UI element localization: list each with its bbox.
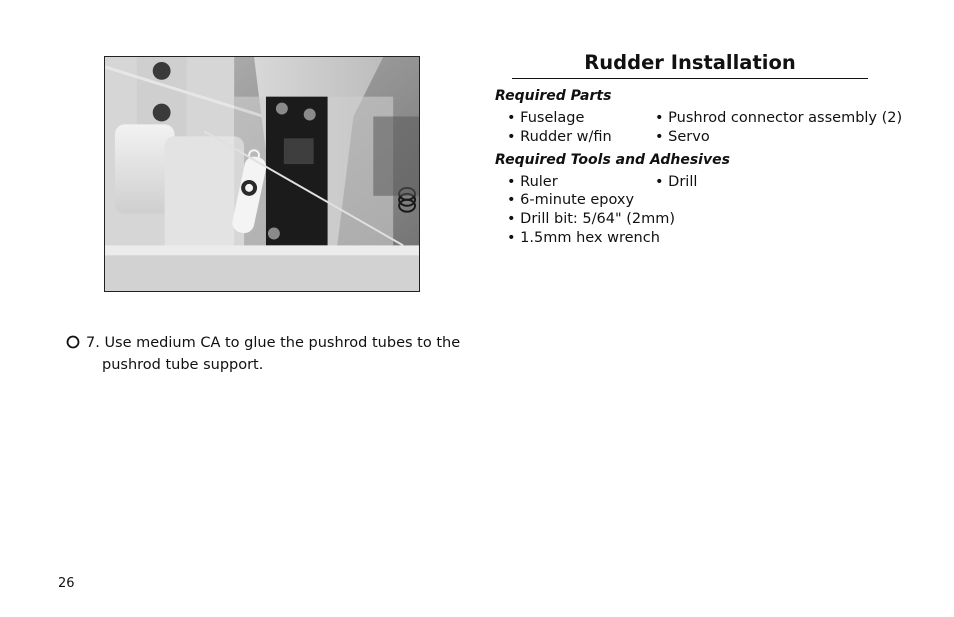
section-title: Rudder Installation	[584, 51, 796, 74]
tool-item: • Drill	[655, 174, 698, 190]
step-text-line-1: 7. Use medium CA to glue the pushrod tubes to the	[86, 335, 461, 351]
part-item: • Rudder w/fin	[507, 129, 612, 145]
tool-item: • Drill bit: 5/64" (2mm)	[507, 211, 676, 227]
tool-item: • 1.5mm hex wrench	[507, 230, 660, 246]
title-underline	[512, 78, 868, 79]
required-parts-heading: Required Parts	[495, 88, 612, 104]
checkbox-circle-icon[interactable]	[66, 335, 80, 349]
part-item: • Servo	[655, 129, 710, 145]
tools-heading: Required Tools and Adhesives	[495, 152, 730, 168]
page-number: 26	[58, 576, 75, 591]
photo-illustration	[105, 57, 419, 291]
tool-item: • 6-minute epoxy	[507, 192, 635, 208]
part-item: • Pushrod connector assembly (2)	[655, 110, 903, 126]
tool-item: • Ruler	[507, 174, 558, 190]
rudder-servo-photo	[104, 56, 420, 292]
step-text-line-2: pushrod tube support.	[102, 357, 264, 373]
part-item: • Fuselage	[507, 110, 585, 126]
